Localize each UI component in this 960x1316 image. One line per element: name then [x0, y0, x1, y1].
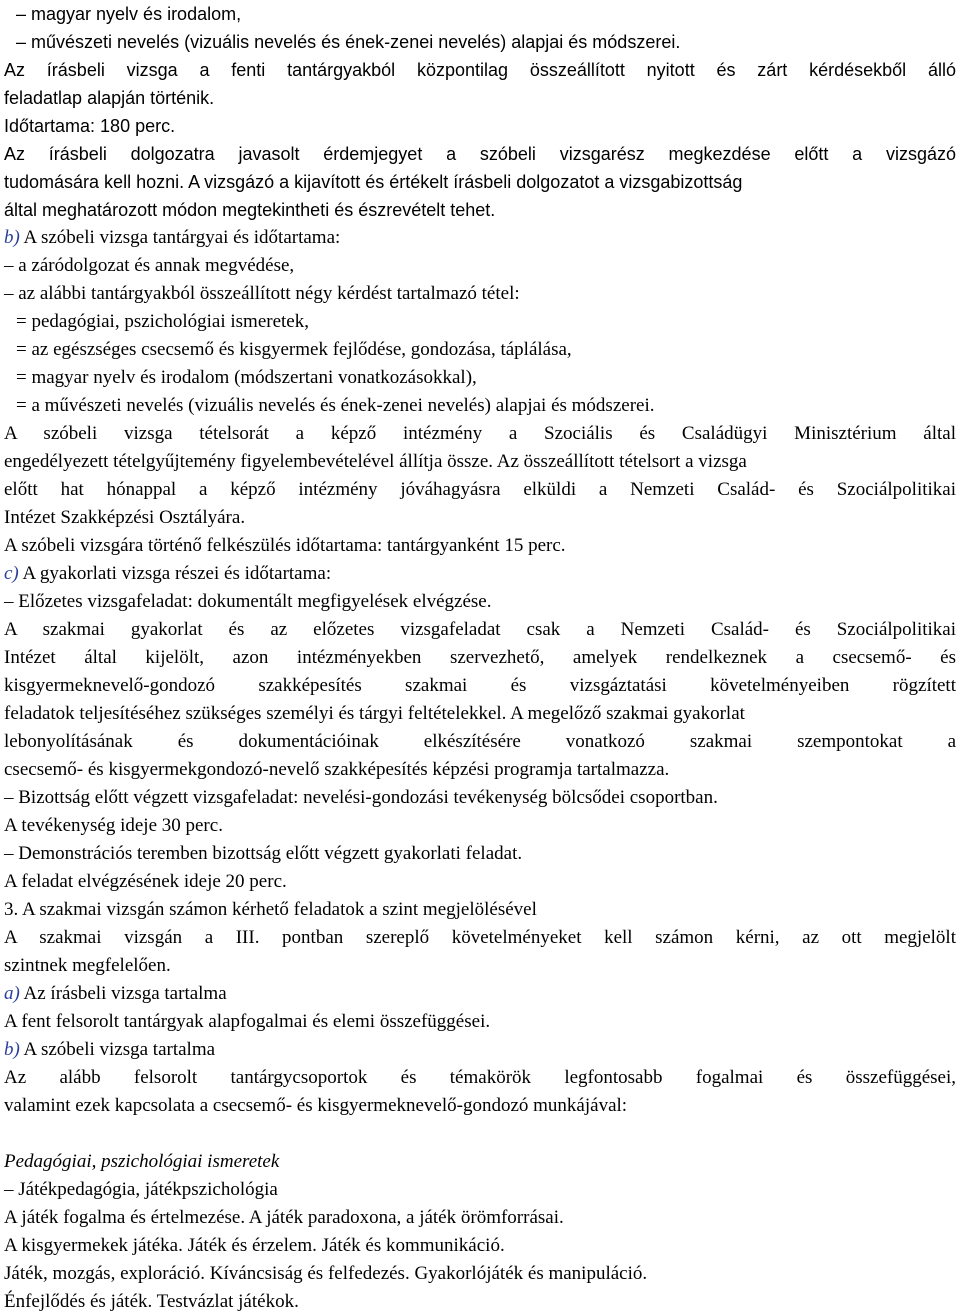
list-item: – az alábbi tantárgyakból összeállított négy kérdést tartalmazó tétel: — [4, 283, 520, 304]
text-line: Intézet Szakképzési Osztályára. — [4, 507, 246, 528]
text-line — [4, 168, 956, 196]
text-line: – művészeti nevelés (vizuális nevelés és ének-zenei nevelés) alapjai és módszerei. — [16, 32, 681, 52]
section-title: A gyakorlati vizsga részei és időtartama: — [22, 563, 332, 584]
text-line: Énfejlődés és játék. Testvázlat játékok. — [4, 1291, 299, 1312]
text-line: előtt hat hónappal a képző intézmény jóváhagyásra elküldi a Nemzeti Család- és Szociálpolitikai — [4, 479, 956, 500]
text-segment: feladatok teljesítéséhez szükséges személyi és tárgyi feltételekkel. — [4, 703, 507, 724]
text-line: Intézet által kijelölt, azon intézményekben szervezhető, amelyek rendelkeznek a csecsemő- és — [4, 647, 956, 668]
text-line: – magyar nyelv és irodalom, — [16, 4, 242, 24]
text-line: A játék fogalma és értelmezése. A játék paradoxona, a játék örömforrásai. — [4, 1207, 564, 1228]
text-line: kisgyermeknevelő-gondozó szakképesítés szakmai és vizsgáztatási követelményeiben rögzített — [4, 675, 956, 696]
text-line: Az alább felsorolt tantárgycsoportok és témakörök legfontosabb fogalmai és összefüggései, — [4, 1067, 956, 1088]
text-line: A feladat elvégzésének ideje 20 perc. — [4, 871, 287, 892]
list-subitem: = pedagógiai, pszichológiai ismeretek, — [16, 311, 309, 332]
text-line — [4, 448, 956, 476]
text-line: Időtartama: 180 perc. — [4, 116, 176, 136]
section-title: A szóbeli vizsga tartalma — [23, 1039, 216, 1060]
text-segment: A vizsgázó a kijavított és értékelt írásbeli dolgozatot a vizsgabizottság — [188, 172, 743, 192]
section-title: A szóbeli vizsga tantárgyai és időtartama: — [23, 227, 341, 248]
text-line: A kisgyermekek játéka. Játék és érzelem. Játék és kommunikáció. — [4, 1235, 505, 1256]
list-subitem: = az egészséges csecsemő és kisgyermek fejlődése, gondozása, táplálása, — [16, 339, 572, 360]
list-item: – Előzetes vizsgafeladat: dokumentált megfigyelések elvégzése. — [4, 591, 492, 612]
text-segment: Az összeállított tételsort a vizsga — [496, 451, 747, 472]
list-subitem: = a művészeti nevelés (vizuális nevelés és ének-zenei nevelés) alapjai és módszerei. — [16, 395, 655, 416]
list-item: – Játékpedagógia, játékpszichológia — [4, 1179, 278, 1200]
list-item: – Demonstrációs teremben bizottság előtt végzett gyakorlati feladat. — [4, 843, 523, 864]
section-marker: b) — [4, 1039, 20, 1060]
text-segment: A megelőző szakmai gyakorlat — [510, 703, 745, 724]
text-line: A tevékenység ideje 30 perc. — [4, 815, 223, 836]
text-line: A szakmai gyakorlat és az előzetes vizsgafeladat csak a Nemzeti Család- és Szociálpolitikai — [4, 619, 956, 640]
section-marker: c) — [4, 563, 19, 584]
text-line: A szóbeli vizsgára történő felkészülés időtartama: tantárgyanként 15 perc. — [4, 535, 566, 556]
text-line: A szakmai vizsgán a III. pontban szereplő követelményeket kell számon kérni, az ott megjelölt — [4, 927, 956, 948]
section-heading — [4, 224, 956, 252]
section-heading — [4, 560, 956, 588]
text-segment: tudomására kell hozni. — [4, 172, 185, 192]
spacer — [4, 1120, 956, 1148]
text-line: szintnek megfelelően. — [4, 955, 171, 976]
list-subitem: = magyar nyelv és irodalom (módszertani vonatkozásokkal), — [16, 367, 477, 388]
list-item: – Bizottság előtt végzett vizsgafeladat: nevelési-gondozási tevékenység bölcsődei csoportban. — [4, 787, 718, 808]
numbered-heading: 3. A szakmai vizsgán számon kérhető feladatok a szint megjelölésével — [4, 899, 537, 920]
text-line: Az írásbeli vizsga a fenti tantárgyakból központilag összeállított nyitott és zárt kérdésekből álló — [4, 60, 956, 80]
text-line: lebonyolításának és dokumentációinak elkészítésére vonatkozó szakmai szempontokat a — [4, 731, 956, 752]
text-line: feladatlap alapján történik. — [4, 88, 215, 108]
text-line: csecsemő- és kisgyermekgondozó-nevelő szakképesítés képzési programja tartalmazza. — [4, 759, 670, 780]
list-item: – a záródolgozat és annak megvédése, — [4, 255, 295, 276]
text-line: Játék, mozgás, exploráció. Kíváncsiság és felfedezés. Gyakorlójáték és manipuláció. — [4, 1263, 648, 1284]
section-heading — [4, 980, 956, 1008]
text-line: valamint ezek kapcsolata a csecsemő- és kisgyermeknevelő-gondozó munkájával: — [4, 1095, 628, 1116]
section-heading — [4, 1036, 956, 1064]
text-line: A szóbeli vizsga tételsorát a képző intézmény a Szociális és Családügyi Minisztérium által — [4, 423, 956, 444]
text-line: A fent felsorolt tantárgyak alapfogalmai és elemi összefüggései. — [4, 1011, 491, 1032]
text-line: által meghatározott módon megtekintheti és észrevételt tehet. — [4, 200, 496, 220]
text-line: Az írásbeli dolgozatra javasolt érdemjegyet a szóbeli vizsgarész megkezdése előtt a vizsgázó — [4, 144, 956, 164]
subsection-title: Pedagógiai, pszichológiai ismeretek — [4, 1151, 280, 1172]
section-marker: a) — [4, 983, 20, 1004]
text-line — [4, 700, 956, 728]
text-segment: engedélyezett tételgyűjtemény figyelembevételével állítja össze. — [4, 451, 494, 472]
section-title: Az írásbeli vizsga tartalma — [23, 983, 227, 1004]
section-marker: b) — [4, 227, 20, 248]
